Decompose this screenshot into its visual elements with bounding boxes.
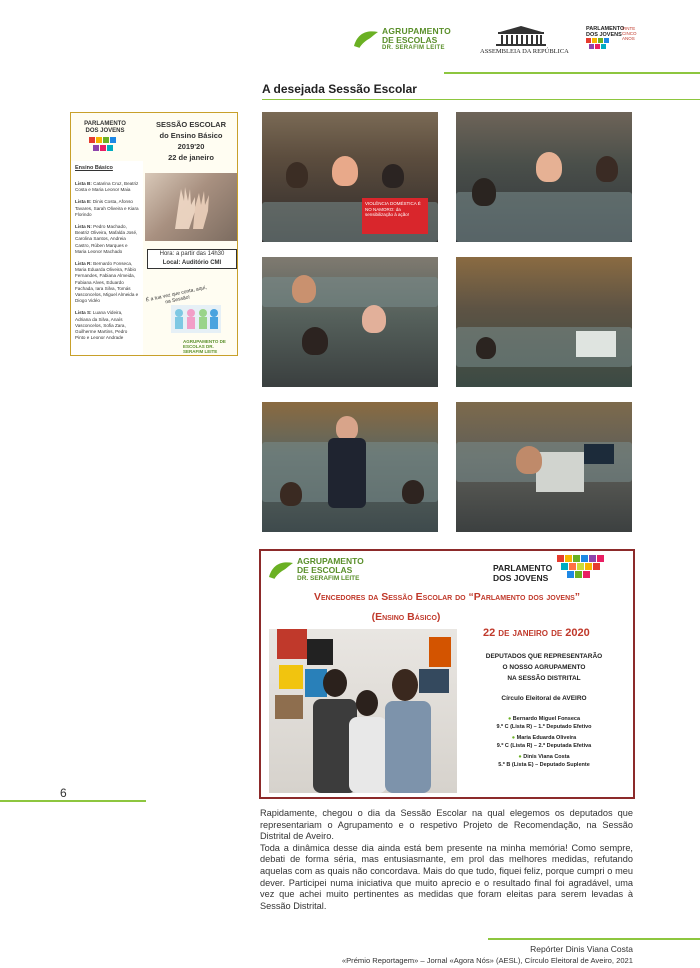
winners-pj-line1: PARLAMENTO — [493, 563, 553, 573]
agrupamento-leaf-icon — [352, 28, 380, 50]
candidate-item — [479, 734, 609, 750]
candidate-role: 9.º C (Lista R) – 1.º Deputado Efetivo — [496, 724, 592, 730]
title-rule — [262, 99, 700, 100]
parliament-building-icon — [480, 26, 562, 48]
poster-info-box — [147, 249, 237, 269]
winners-panel — [259, 549, 635, 799]
list-members: Pedro Machado, Beatriz Oliveira, Mafalda José, Carolina Santos, Andreia Castro, Rúben Marques e Maria Leonor Machado — [75, 224, 138, 254]
winners-ag-line2: DE ESCOLAS — [297, 565, 353, 575]
section-title: A desejada Sessão Escolar — [262, 82, 417, 96]
page-number: 6 — [60, 786, 67, 800]
session-photo-5 — [262, 402, 438, 532]
winners-subheading: (Ensino Básico) — [371, 611, 441, 623]
winners-pj-label — [493, 563, 552, 583]
session-photo-2 — [456, 112, 632, 242]
poster-brand-line1: PARLAMENTO — [84, 121, 126, 127]
footer-rule — [488, 938, 700, 940]
deputados-line2: O NOSSO AGRUPAMENTO — [502, 664, 586, 671]
list-name: Lista E: — [75, 199, 92, 205]
mosaic-wall-art — [269, 629, 457, 793]
poster-date: 22 de janeiro — [168, 153, 214, 162]
poster-heading — [145, 119, 237, 163]
check-bullet-icon: ● — [511, 735, 516, 741]
poster-brand — [77, 121, 133, 135]
check-bullet-icon: ● — [518, 754, 522, 760]
list-item — [75, 199, 139, 218]
parlamento-jovens-logo — [586, 26, 637, 58]
list-name: Lista N: — [75, 224, 92, 230]
header-rule — [444, 72, 700, 74]
winners-date: 22 de janeiro de 2020 — [483, 627, 590, 639]
list-item — [75, 224, 139, 255]
deputados-line3: NA SESSÃO DISTRITAL — [507, 675, 581, 682]
prize-credit: «Prémio Reportagem» – Jornal «Agora Nós» (AESL), Círculo Eleitoral de Aveiro, 2021 — [341, 956, 633, 965]
desk-table — [536, 452, 584, 492]
winners-candidates — [479, 715, 609, 772]
deputados-line1: DEPUTADOS QUE REPRESENTARÃO — [485, 653, 603, 660]
candidate-role: 5.º B (Lista E) – Deputado Suplente — [498, 762, 590, 768]
poster-mini-logo: AGRUPAMENTO DE ESCOLAS DR. SERAFIM LEITE — [183, 339, 226, 354]
assembleia-logo — [480, 26, 569, 56]
session-poster — [70, 112, 238, 356]
projector-screen — [576, 331, 616, 357]
session-photo-6 — [456, 402, 632, 532]
poster-year: 2019'20 — [177, 142, 205, 151]
list-members: Dinis Costa, Afonso Tavares, Sarah Oliveira e Kiara Florindo — [75, 199, 139, 217]
candidate-name: Bernardo Miguel Fonseca — [512, 716, 581, 722]
session-photo-3 — [262, 257, 438, 387]
list-name: Lista B: — [75, 181, 92, 186]
winners-ag-line3: DR. SERAFIM LEITE — [297, 575, 360, 582]
winners-agrupamento-logo — [267, 557, 377, 585]
pj-line2: DOS JOVENS — [586, 32, 622, 38]
list-members: Bernardo Fonseca, Maria Eduarda Oliveira, Fábio Fernandes, Fabiana Almeida, Fabiana Alves, Eduardo Fachada, Iara Silva, Tomás Vasconcelos, Miguel Almeida e Diogo Vidéo — [75, 261, 139, 304]
list-item — [75, 310, 139, 341]
poster-mosaic-icon — [89, 137, 121, 153]
poster-hora: Hora: a partir das 14h30 — [159, 251, 225, 257]
winners-pj-line2: DOS JOVENS — [493, 573, 549, 583]
candidate-name: Maria Eduarda Oliveira — [516, 735, 577, 741]
body-paragraph-2: Toda a dinâmica desse dia ainda está bem presente na minha memória! Como sempre, debati de forma séria, mas entusiasmante, em prol das melhores medidas, refutando aquelas com as quais não concordava. Mais do que tudo, fiquei feliz, porque cumpri o meu dever. Participei numa iniciativa que muito aprecio e o resultado final foi agradável, uma vez que achei muito pertinentes as medidas que foram eleitas para serem levadas à Sessão Distrital. — [260, 842, 633, 911]
reporter-credit: Repórter Dinis Viana Costa — [530, 944, 633, 954]
poster-title2: do Ensino Básico — [159, 131, 223, 140]
agrupamento-logo — [352, 26, 454, 56]
list-members: Catarina Cruz, Beatriz Costa e Maria Leonor Maia — [75, 181, 139, 193]
people-figures-icon — [171, 305, 221, 333]
raised-hands-icon — [165, 183, 217, 231]
list-item — [75, 261, 139, 304]
parlamento-mosaic-icon — [557, 555, 613, 585]
page-number-rule — [0, 800, 146, 802]
candidate-item — [479, 753, 609, 769]
article-body — [260, 808, 633, 912]
photo-sign: VIOLÊNCIA DOMÉSTICA É NO NAMORO: da sensibilização à ação! — [362, 198, 428, 234]
assembleia-label: ASSEMBLEIA DA REPÚBLICA — [480, 48, 569, 55]
winners-deputados-block — [479, 651, 609, 684]
winners-heading: Vencedores da Sessão Escolar do “Parlamento dos jovens” — [313, 591, 581, 603]
winners-circulo: Círculo Eleitoral de AVEIRO — [501, 695, 587, 702]
body-paragraph-1: Rapidamente, chegou o dia da Sessão Escolar na qual elegemos os deputados que representariam o Agrupamento e o respetivo Projeto de Recomendação, na Sessão Distrital de Aveiro. — [260, 808, 633, 842]
candidate-name: Dinis Viana Costa — [523, 754, 570, 760]
poster-local: Local: Auditório CMI — [162, 260, 222, 266]
pj-line1: PARLAMENTO — [586, 26, 625, 32]
poster-title1: SESSÃO ESCOLAR — [155, 120, 226, 129]
parlamento-mosaic-icon — [586, 38, 612, 52]
list-item — [75, 181, 139, 193]
agrupamento-line3: DR. SERAFIM LEITE — [382, 45, 445, 51]
poster-ensino-label: Ensino Básico — [75, 165, 113, 171]
poster-lists — [75, 181, 139, 347]
list-members: Luana Videira, Adriana da Silva, Anaís Vasconcelos, Sofia Zara, Guilherme Martins, Pedro Pinto e Leonor Andrade — [75, 310, 128, 341]
winners-ag-line1: AGRUPAMENTO — [297, 556, 364, 566]
check-bullet-icon: ● — [507, 716, 512, 722]
poster-cta: É a tua vez que conta, aqui, na Sessão! — [145, 284, 208, 306]
session-photo-1 — [262, 112, 438, 242]
poster-hands-photo — [145, 173, 237, 241]
pj-side-label: VINTE CINCO ANOS — [622, 26, 637, 41]
poster-brand-line2: DOS JOVENS — [85, 128, 125, 134]
speaker-figure — [328, 438, 366, 508]
session-photo-4 — [456, 257, 632, 387]
agrupamento-line2: DE ESCOLAS — [382, 35, 438, 45]
winners-group-photo — [269, 629, 457, 793]
list-name: Lista R: — [75, 261, 92, 267]
agrupamento-leaf-icon — [267, 559, 295, 581]
list-name: Lista S: — [75, 310, 92, 316]
agrupamento-line1: AGRUPAMENTO — [382, 26, 451, 36]
candidate-role: 9.º C (Lista R) – 2.º Deputada Efetiva — [496, 743, 592, 749]
candidate-item — [479, 715, 609, 731]
laptop — [584, 444, 614, 464]
